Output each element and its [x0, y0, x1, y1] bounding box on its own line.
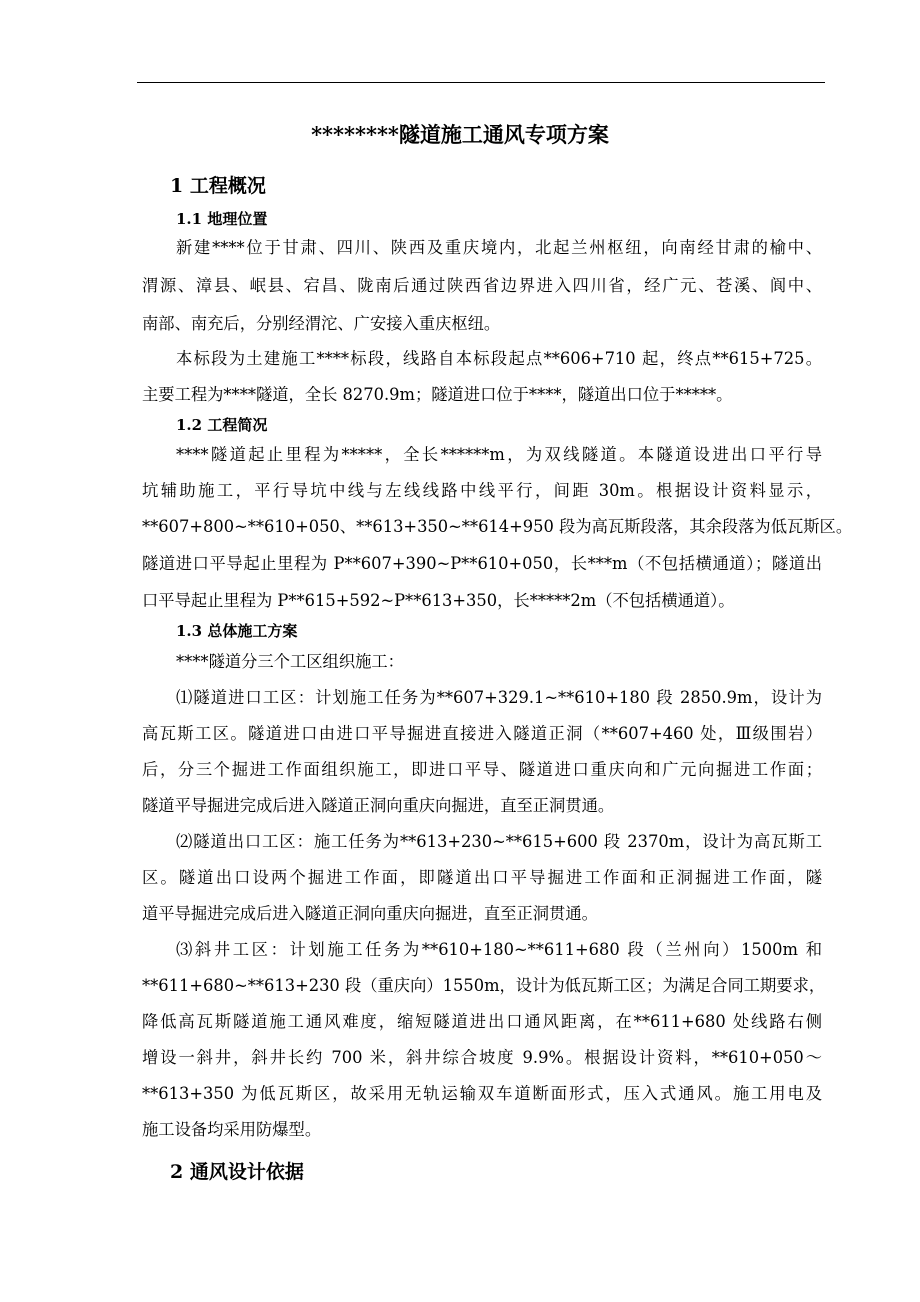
paragraph-line: 降低高瓦斯隧道施工通风难度，缩短隧道进出口通风距离，在**611+680 处线路右侧 [142, 1012, 822, 1031]
paragraph-line: ⑵隧道出口工区：施工任务为**613+230~**615+600 段 2370m，设计为高瓦斯工 [176, 832, 822, 851]
paragraph-line: 道平导掘进完成后进入隧道正洞向重庆向掘进，直至正洞贯通。 [142, 904, 598, 923]
paragraph-line: 新建****位于甘肃、四川、陕西及重庆境内，北起兰州枢纽，向南经甘肃的榆中、 [176, 238, 822, 257]
subsection-heading: 1.2 工程简况 [176, 416, 268, 434]
subsection-heading: 1.3 总体施工方案 [176, 622, 298, 640]
paragraph-line: 本标段为土建施工****标段，线路自本标段起点**606+710 起，终点**615+725。 [176, 349, 822, 368]
paragraph-line: 坑辅助施工，平行导坑中线与左线线路中线平行，间距 30m。根据设计资料显示， [142, 481, 822, 500]
subsection-heading: 1.1 地理位置 [176, 210, 268, 228]
paragraph-line: ⑶斜井工区：计划施工任务为**610+180~**611+680 段（兰州向）1500m 和 [176, 940, 822, 959]
section-heading: 1 工程概况 [170, 175, 266, 197]
paragraph-line: ⑴隧道进口工区：计划施工任务为**607+329.1~**610+180 段 2850.9m，设计为 [176, 688, 822, 707]
paragraph-line: 口平导起止里程为 P**615+592~P**613+350，长*****2m（不包括横通道）。 [142, 591, 735, 610]
paragraph-line: 施工设备均采用防爆型。 [142, 1120, 322, 1139]
paragraph-line: ****隧道起止里程为*****，全长******m，为双线隧道。本隧道设进出口平行导 [176, 445, 822, 464]
paragraph-line: 渭源、漳县、岷县、宕昌、陇南后通过陕西省边界进入四川省，经广元、苍溪、阆中、 [142, 276, 822, 295]
paragraph-line: **611+680~**613+230 段（重庆向）1550m，设计为低瓦斯工区；为满足合同工期要求， [142, 976, 826, 995]
document-title: ********隧道施工通风专项方案 [311, 122, 609, 147]
paragraph-line: 隧道平导掘进完成后进入隧道正洞向重庆向掘进，直至正洞贯通。 [142, 796, 615, 815]
paragraph-line: 区。隧道出口设两个掘进工作面，即隧道出口平导掘进工作面和正洞掘进工作面，隧 [142, 868, 822, 887]
section-heading: 2 通风设计依据 [170, 1161, 304, 1183]
paragraph-line: ****隧道分三个工区组织施工： [176, 652, 404, 671]
paragraph-line: **607+800~**610+050、**613+350~**614+950 段为高瓦斯段落，其余段落为低瓦斯区。 [142, 517, 853, 536]
paragraph-line: 隧道进口平导起止里程为 P**607+390~P**610+050，长***m（不包括横通道）；隧道出 [142, 554, 822, 573]
paragraph-line: 后，分三个掘进工作面组织施工，即进口平导、隧道进口重庆向和广元向掘进工作面； [142, 760, 822, 779]
paragraph-line: 南部、南充后，分别经渭沱、广安接入重庆枢纽。 [142, 314, 501, 333]
header-rule [137, 82, 825, 83]
paragraph-line: 增设一斜井，斜井长约 700 米，斜井综合坡度 9.9%。根据设计资料，**610+050～ [142, 1048, 822, 1067]
paragraph-line: 主要工程为****隧道，全长 8270.9m；隧道进口位于****，隧道出口位于*****。 [142, 385, 733, 404]
paragraph-line: 高瓦斯工区。隧道进口由进口平导掘进直接进入隧道正洞（**607+460 处，Ⅲ级围岩） [142, 724, 822, 743]
paragraph-line: **613+350 为低瓦斯区，故采用无轨运输双车道断面形式，压入式通风。施工用电及 [142, 1084, 822, 1103]
